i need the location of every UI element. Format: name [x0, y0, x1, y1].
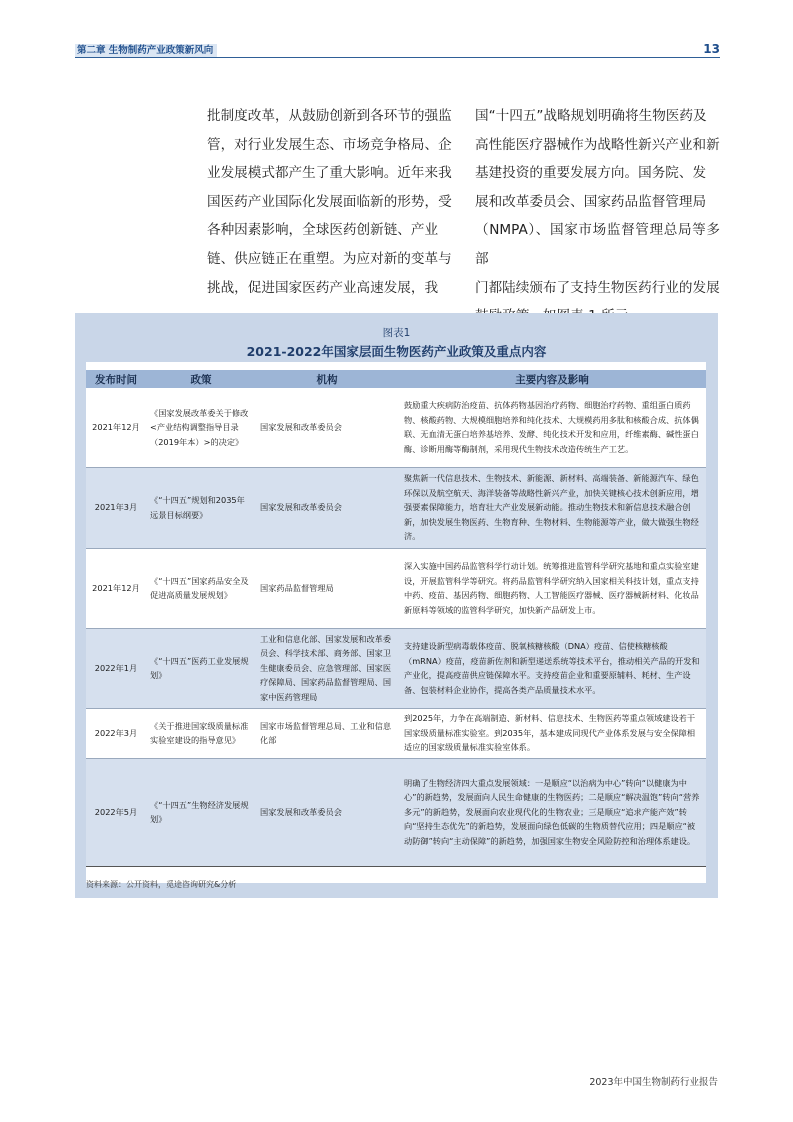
cell-date: 2021年12月: [92, 582, 140, 593]
cell-content: 明确了生物经济四大重点发展领域：一是顺应“以治病为中心”转向“以健康为中心”的新趋势，发展面向人民生命健康的生物医药；二是顺应“解决温饱”转向“营养多元”的新趋势，发展面向农业现代化的生物农业；三是顺应“追求产能产效”转向“坚持生态优先”的新趋势，发展面向绿色低碳的生物质替代应用；四是顺应“被动防御”转向“主动保障”的新趋势，加强国家生物安全风险防控和治理体系建设。: [404, 777, 700, 846]
cell-org: 国家发展和改革委员会: [260, 502, 342, 513]
cell-content: 到2025年，力争在高端制造、新材料、信息技术、生物医药等重点领域建设若干国家级质量标准实验室。到2035年，基本建成同现代产业体系发展与安全保障相适应的国家级质量标准实验室体系。: [404, 713, 696, 753]
cell-policy: 《“十四五”医药工业发展规划》: [150, 655, 249, 680]
cell-policy: 《关于推进国家级质量标准实验室建设的指导意见》: [150, 720, 249, 745]
page-header: [75, 44, 720, 58]
body-text-right: [475, 102, 720, 331]
chapter-title: 第二章 生物制药产业政策新风向: [75, 44, 217, 57]
cell-policy: 《“十四五”规划和2035年远景目标纲要》: [150, 495, 245, 520]
body-line: 国“十四五”战略规划明确将生物医药及: [475, 108, 707, 124]
policy-table-container: [86, 362, 706, 883]
body-line: 国医药产业国际化发展面临新的形势，受: [207, 193, 452, 210]
body-line: 管，对行业发展生态、市场竞争格局、企: [207, 136, 452, 153]
column-header-date: 发布时间: [95, 373, 137, 386]
footer-report-title: 2023年中国生物制药行业报告: [589, 1077, 718, 1088]
page-number: 13: [703, 42, 720, 56]
body-line: 高性能医疗器械作为战略性新兴产业和新: [475, 136, 720, 153]
table-row: [86, 708, 706, 758]
cell-org: 国家发展和改革委员会: [260, 806, 342, 817]
body-line: 业发展模式都产生了重大影响。近年来我: [207, 165, 452, 182]
table-row: [86, 388, 706, 467]
figure-panel: [75, 313, 718, 898]
cell-policy: 《“十四五”国家药品安全及促进高质量发展规划》: [150, 575, 249, 600]
cell-org: 国家药品监督管理局: [260, 582, 334, 593]
figure-source: 资料来源：公开资料，觅途咨询研究&分析: [86, 880, 237, 889]
column-header-content: 主要内容及影响: [515, 373, 589, 386]
table-row: [86, 758, 706, 866]
cell-date: 2021年12月: [92, 422, 140, 432]
table-row: [86, 628, 706, 708]
cell-date: 2022年1月: [94, 662, 138, 673]
cell-org: 国家发展和改革委员会: [260, 422, 342, 432]
policy-table: [86, 370, 706, 867]
cell-date: 2022年3月: [94, 727, 138, 738]
cell-content: 鼓励重大疾病防治疫苗、抗体药物基因治疗药物、细胞治疗药物、重组蛋白质药物、核酸药物、大规模细胞培养和纯化技术、大规模药用多肽和核酸合成、抗体偶联、无血清无蛋白培养基培养、发酵、纯化技术开发和应用，纤维素酶、碱性蛋白酶、诊断用酶等酶制剂，采用现代生物技术改造传统生产工艺。: [404, 400, 699, 454]
body-line: 基建投资的重要发展方向。国务院、发: [475, 165, 707, 182]
cell-content: 聚焦新一代信息技术、生物技术、新能源、新材料、高端装备、新能源汽车、绿色环保以及航空航天、海洋装备等战略性新兴产业，加快关键核心技术创新应用，增强要素保障能力，培育壮大产业发展新动能。推动生物技术和新信息技术融合创新，加快发展生物医药、生物育种、生物材料、生物能源等产业，做大做强生物经济。: [404, 473, 699, 542]
column-header-policy: 政策: [190, 373, 212, 386]
body-line: 链、供应链正在重塑。为应对新的变革与: [207, 250, 452, 267]
figure-label: 图表1: [382, 327, 411, 339]
body-line: 各种因素影响，全球医药创新链、产业: [207, 222, 439, 239]
body-line: 门都陆续颁布了支持生物医药行业的发展: [475, 279, 720, 296]
cell-policy: 《国家发展改革委关于修改<产业结构调整指导目录（2019年本）>的决定》: [150, 407, 249, 447]
cell-date: 2021年3月: [94, 502, 138, 513]
table-header-row: [86, 370, 706, 388]
body-text-left: [207, 102, 452, 302]
table-row: [86, 467, 706, 548]
cell-org: 国家市场监督管理总局、工业和信息化部: [260, 720, 392, 745]
body-line: 展和改革委员会、国家药品监督管理局: [475, 193, 707, 210]
body-line: 挑战，促进国家医药产业高速发展，我: [207, 279, 439, 296]
cell-policy: 《“十四五”生物经济发展规划》: [150, 799, 249, 824]
column-header-org: 机构: [316, 373, 338, 386]
body-line: 批制度改革，从鼓励创新到各环节的强监: [207, 108, 452, 124]
table-row: [86, 548, 706, 628]
cell-content: 深入实施中国药品监管科学行动计划。统筹推进监管科学研究基地和重点实验室建设，开展监管科学等研究。将药品监管科学研究纳入国家相关科技计划，重点支持中药、疫苗、基因药物、细胞药物、人工智能医疗器械、医疗器械新材料、化妆品新原料等领域的监管科学研究，加快新产品研发上市。: [404, 561, 699, 615]
cell-date: 2022年5月: [94, 806, 138, 817]
cell-content: 支持建设新型病毒载体疫苗、脱氧核糖核酸（DNA）疫苗、信使核糖核酸（mRNA）疫苗，疫苗新佐剂和新型递送系统等技术平台，推动相关产品的开发和产业化，提高疫苗供应链保障水平。支持疫苗企业和重要原辅料、耗材、生产设备、包装材料企业协作，提高各类产品质量技术水平。: [404, 641, 700, 695]
figure-title: 2021-2022年国家层面生物医药产业政策及重点内容: [246, 344, 547, 359]
body-line: （NMPA）、国家市场监督管理总局等多部: [475, 222, 720, 267]
cell-org: 工业和信息化部、国家发展和改革委员会、科学技术部、商务部、国家卫生健康委员会、应急管理部、国家医疗保障局、国家药品监督管理局、国家中医药管理局: [260, 633, 392, 702]
